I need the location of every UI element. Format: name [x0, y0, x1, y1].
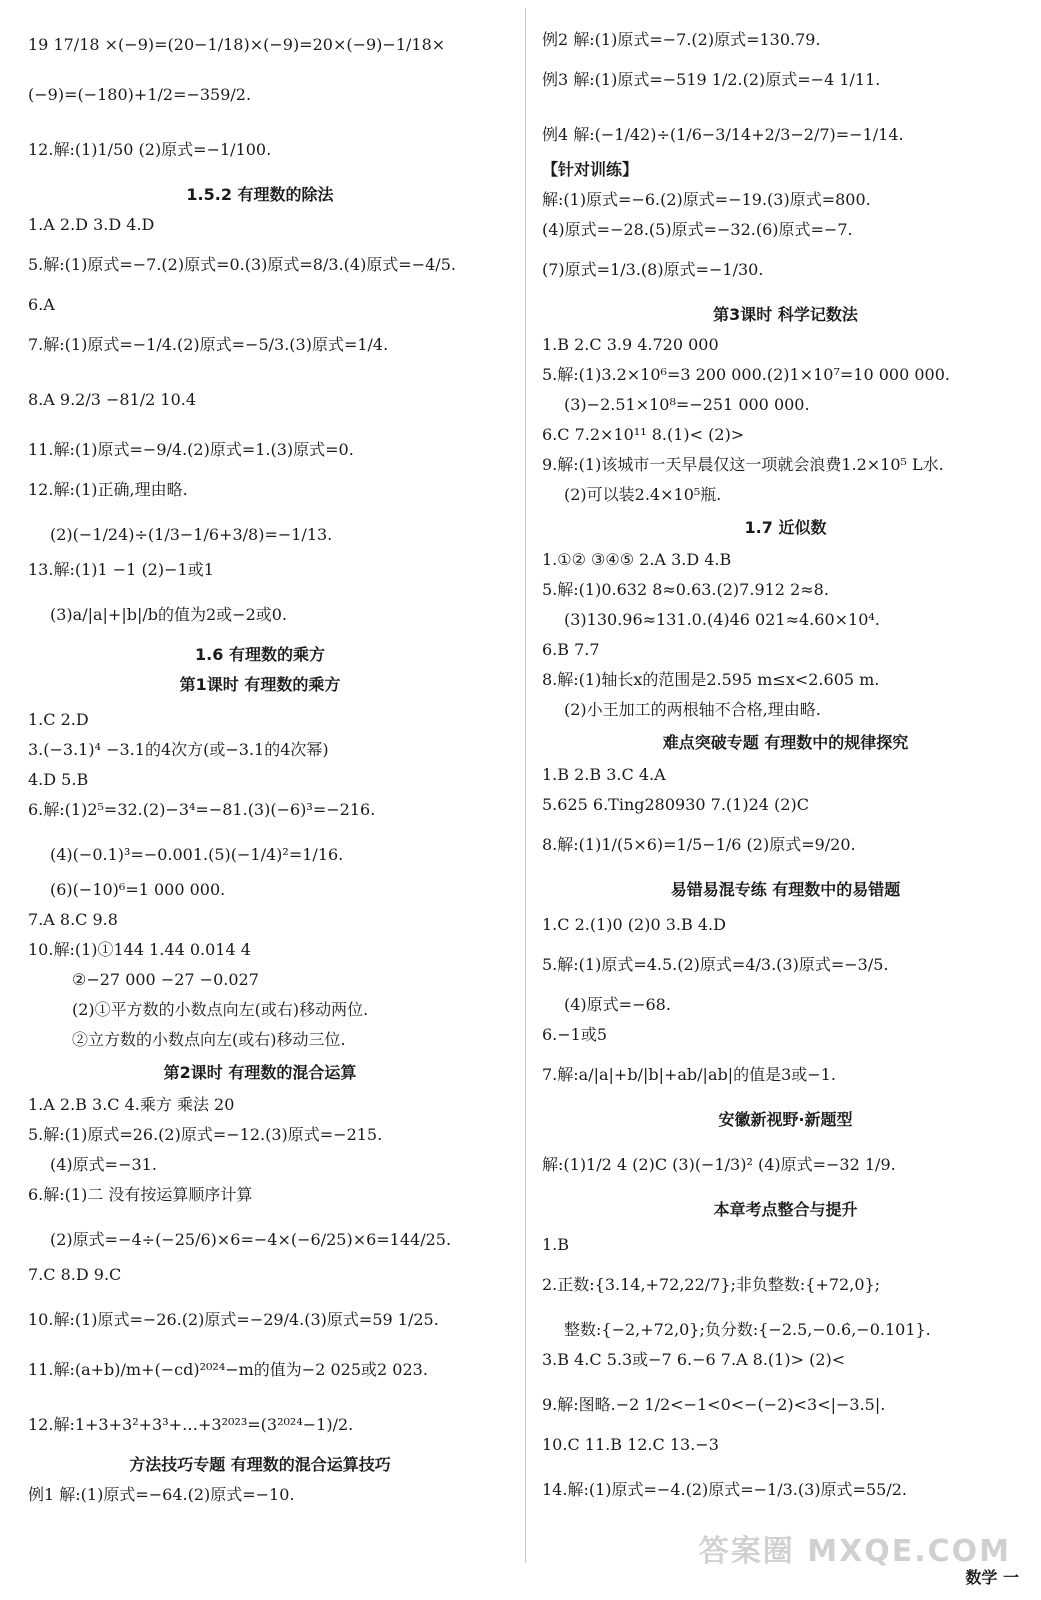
answer-line: 1.①② ③④⑤ 2.A 3.D 4.B — [542, 550, 732, 569]
answer-line: (4)原式=−31. — [50, 1155, 157, 1174]
answer-line: 9.解:图略.−2 1/2<−1<0<−(−2)<3<|−3.5|. — [542, 1395, 886, 1414]
section-heading: 1.6 有理数的乘方 — [195, 645, 325, 664]
section-heading: 第2课时 有理数的混合运算 — [163, 1063, 357, 1082]
answer-line: 8.解:(1)轴长x的范围是2.595 m≤x<2.605 m. — [542, 670, 880, 689]
answer-line: 3.B 4.C 5.3或−7 6.−6 7.A 8.(1)> (2)< — [542, 1350, 846, 1369]
answer-line: 10.解:(1)原式=−26.(2)原式=−29/4.(3)原式=59 1/25. — [28, 1310, 439, 1329]
answer-line: 例4 解:(−1/42)÷(1/6−3/14+2/3−2/7)=−1/14. — [542, 125, 904, 144]
answer-line: 7.解:a/|a|+b/|b|+ab/|ab|的值是3或−1. — [542, 1065, 836, 1084]
answer-line: ②−27 000 −27 −0.027 — [72, 970, 259, 989]
answer-line: 【针对训练】 — [542, 160, 639, 179]
answer-line: 12.解:(1)正确,理由略. — [28, 480, 188, 499]
answer-line: 6.解:(1)2⁵=32.(2)−3⁴=−81.(3)(−6)³=−216. — [28, 800, 376, 819]
section-heading: 1.7 近似数 — [744, 518, 827, 537]
answer-line: 7.C 8.D 9.C — [28, 1265, 122, 1284]
section-heading: 易错易混专练 有理数中的易错题 — [670, 880, 901, 899]
section-heading: 1.5.2 有理数的除法 — [186, 185, 334, 204]
answer-line: 11.解:(a+b)/m+(−cd)²⁰²⁴−m的值为−2 025或2 023. — [28, 1360, 428, 1379]
answer-line: (3)a/|a|+|b|/b的值为2或−2或0. — [50, 605, 288, 624]
answer-line: 1.A 2.D 3.D 4.D — [28, 215, 155, 234]
answer-line: (6)(−10)⁶=1 000 000. — [50, 880, 226, 899]
answer-line: 14.解:(1)原式=−4.(2)原式=−1/3.(3)原式=55/2. — [542, 1480, 907, 1499]
answer-line: (3)−2.51×10⁸=−251 000 000. — [564, 395, 810, 414]
answer-line: (4)原式=−68. — [564, 995, 671, 1014]
answer-line: 10.解:(1)①144 1.44 0.014 4 — [28, 940, 251, 959]
answer-line: 10.C 11.B 12.C 13.−3 — [542, 1435, 719, 1454]
answer-line: 2.正数:{3.14,+72,22/7};非负整数:{+72,0}; — [542, 1275, 881, 1294]
answer-line: 6.解:(1)二 没有按运算顺序计算 — [28, 1185, 253, 1204]
answer-line: 7.解:(1)原式=−1/4.(2)原式=−5/3.(3)原式=1/4. — [28, 335, 389, 354]
answer-line: 5.解:(1)0.632 8≈0.63.(2)7.912 2≈8. — [542, 580, 829, 599]
answer-line: (−9)=(−180)+1/2=−359/2. — [28, 85, 252, 104]
answer-line: 9.解:(1)该城市一天早晨仅这一项就会浪费1.2×10⁵ L水. — [542, 455, 944, 474]
answer-line: 1.C 2.(1)0 (2)0 3.B 4.D — [542, 915, 726, 934]
watermark: 答案圈 MXQE.COM — [698, 1534, 1011, 1569]
answer-line: (4)(−0.1)³=−0.001.(5)(−1/4)²=1/16. — [50, 845, 344, 864]
section-heading: 第1课时 有理数的乘方 — [179, 675, 341, 694]
answer-line: 13.解:(1)1 −1 (2)−1或1 — [28, 560, 214, 579]
section-heading: 难点突破专题 有理数中的规律探究 — [662, 733, 909, 752]
answer-line: 12.解:(1)1/50 (2)原式=−1/100. — [28, 140, 272, 159]
answer-line: 6.B 7.7 — [542, 640, 600, 659]
answer-line: 解:(1)原式=−6.(2)原式=−19.(3)原式=800. — [542, 190, 871, 209]
answer-line: 1.C 2.D — [28, 710, 89, 729]
answer-line: 8.解:(1)1/(5×6)=1/5−1/6 (2)原式=9/20. — [542, 835, 856, 854]
answer-line: 19 17/18 ×(−9)=(20−1/18)×(−9)=20×(−9)−1/18× — [28, 35, 446, 54]
section-heading: 安徽新视野·新题型 — [718, 1110, 853, 1129]
answer-line: 1.B — [542, 1235, 570, 1254]
answer-line: 5.解:(1)原式=26.(2)原式=−12.(3)原式=−215. — [28, 1125, 383, 1144]
answer-line: 解:(1)1/2 4 (2)C (3)(−1/3)² (4)原式=−32 1/9. — [542, 1155, 896, 1174]
column-divider — [525, 8, 526, 1563]
section-heading: 方法技巧专题 有理数的混合运算技巧 — [129, 1455, 391, 1474]
answer-line: 6.−1或5 — [542, 1025, 608, 1044]
answer-line: 例1 解:(1)原式=−64.(2)原式=−10. — [28, 1485, 295, 1504]
answer-line: (7)原式=1/3.(8)原式=−1/30. — [542, 260, 764, 279]
answer-line: 例2 解:(1)原式=−7.(2)原式=130.79. — [542, 30, 821, 49]
answer-line: (2)小王加工的两根轴不合格,理由略. — [564, 700, 821, 719]
answer-line: 5.解:(1)原式=4.5.(2)原式=4/3.(3)原式=−3/5. — [542, 955, 889, 974]
answer-line: 12.解:1+3+3²+3³+…+3²⁰²³=(3²⁰²⁴−1)/2. — [28, 1415, 354, 1434]
answer-line: 4.D 5.B — [28, 770, 89, 789]
answer-line: 5.解:(1)原式=−7.(2)原式=0.(3)原式=8/3.(4)原式=−4/5. — [28, 255, 456, 274]
answer-line: (3)130.96≈131.0.(4)46 021≈4.60×10⁴. — [564, 610, 880, 629]
answer-line: 7.A 8.C 9.8 — [28, 910, 118, 929]
answer-line: (2)①平方数的小数点向左(或右)移动两位. — [72, 1000, 369, 1019]
answer-line: 5.解:(1)3.2×10⁶=3 200 000.(2)1×10⁷=10 000 000. — [542, 365, 950, 384]
answer-line: 6.A — [28, 295, 55, 314]
answer-line: 1.B 2.B 3.C 4.A — [542, 765, 666, 784]
answer-line: 整数:{−2,+72,0};负分数:{−2.5,−0.6̇,−0.101}. — [564, 1320, 931, 1339]
answer-line: 3.(−3.1)⁴ −3.1的4次方(或−3.1的4次幂) — [28, 740, 329, 759]
answer-line: 5.625 6.Ting280930 7.(1)24 (2)C — [542, 795, 809, 814]
section-heading: 第3课时 科学记数法 — [713, 305, 858, 324]
answer-line: 例3 解:(1)原式=−519 1/2.(2)原式=−4 1/11. — [542, 70, 881, 89]
section-heading: 本章考点整合与提升 — [713, 1200, 858, 1219]
answer-line: 8.A 9.2/3 −81/2 10.4 — [28, 390, 197, 409]
answer-line: (2)(−1/24)÷(1/3−1/6+3/8)=−1/13. — [50, 525, 333, 544]
answer-line: 1.A 2.B 3.C 4.乘方 乘法 20 — [28, 1095, 235, 1114]
answer-line: (4)原式=−28.(5)原式=−32.(6)原式=−7. — [542, 220, 853, 239]
page-footer: 数学 一 — [965, 1568, 1019, 1587]
answer-line: 6.C 7.2×10¹¹ 8.(1)< (2)> — [542, 425, 745, 444]
answer-line: 1.B 2.C 3.9 4.720 000 — [542, 335, 719, 354]
answer-line: 11.解:(1)原式=−9/4.(2)原式=1.(3)原式=0. — [28, 440, 354, 459]
answer-line: (2)原式=−4÷(−25/6)×6=−4×(−6/25)×6=144/25. — [50, 1230, 452, 1249]
answer-line: (2)可以装2.4×10⁵瓶. — [564, 485, 722, 504]
answer-line: ②立方数的小数点向左(或右)移动三位. — [72, 1030, 346, 1049]
